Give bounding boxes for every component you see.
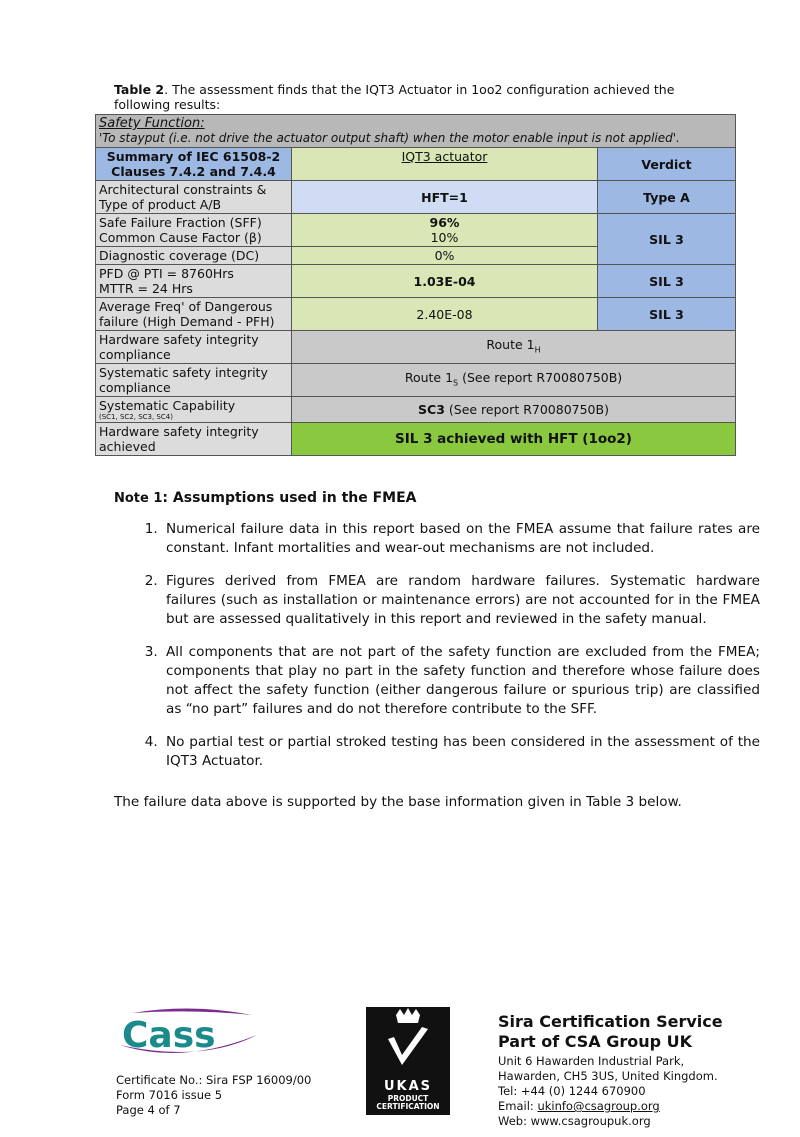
hw-sub: H — [534, 345, 541, 355]
row-value — [292, 331, 736, 364]
footer-certificate-info — [116, 1073, 311, 1118]
cap-small: (SC1, SC2, SC3, SC4) — [99, 413, 173, 421]
row-label: Hardware safety integrity compliance — [96, 331, 292, 364]
header-product: IQT3 actuator — [292, 148, 598, 181]
row-verdict: SIL 3 — [598, 265, 736, 298]
crown-tick-icon — [366, 1007, 450, 1077]
table-header-row — [96, 148, 736, 181]
sira-title: Sira Certification Service — [498, 1012, 723, 1031]
sff-value: 96% — [429, 215, 460, 230]
table-row — [96, 397, 736, 423]
row-label — [96, 397, 292, 423]
table-row — [96, 423, 736, 456]
ukas-text: UKAS — [383, 1079, 433, 1094]
ukas-sub: PRODUCT CERTIFICATION — [376, 1094, 440, 1111]
row-value — [292, 364, 736, 397]
hw-value: Route 1 — [486, 336, 535, 352]
row-value: 2.40E-08 — [292, 298, 598, 331]
email-line — [498, 1099, 758, 1114]
row-value: 1.03E-04 — [292, 265, 598, 298]
safety-function-cell — [96, 115, 736, 148]
ccf-label: Common Cause Factor (β) — [99, 230, 262, 245]
caption-text: . The assessment finds that the IQT3 Actuator in 1oo2 configuration achieved the following results: — [114, 82, 675, 112]
row-label — [96, 214, 292, 247]
caption-label: Table 2 — [114, 82, 165, 97]
note-prefix: Note 1 — [114, 491, 163, 506]
table-row — [96, 181, 736, 214]
table-row — [96, 265, 736, 298]
sira-address — [498, 1054, 758, 1129]
sys-value: Route 1 — [404, 369, 454, 385]
row-label: Average Freq' of Dangerous failure (High Demand - PFH) — [96, 298, 292, 331]
row-label: Systematic safety integrity compliance — [96, 364, 292, 397]
sys-sub: S — [453, 378, 459, 388]
note-title: : Assumptions used in the FMEA — [162, 490, 417, 506]
safety-function-title: Safety Function: — [99, 116, 205, 131]
header-summary: Summary of IEC 61508-2 Clauses 7.4.2 and 7.4.4 — [96, 148, 292, 181]
ukas-mark — [366, 1007, 450, 1115]
safety-function-text: 'To stayput (i.e. not drive the actuator output shaft) when the motor enable input is not applied'. — [99, 131, 680, 145]
certificate-number: Certificate No.: Sira FSP 16009/00 — [116, 1073, 312, 1087]
table-row — [96, 214, 736, 247]
cass-logo — [112, 1005, 262, 1067]
mttr-label: MTTR = 24 Hrs — [99, 281, 193, 296]
row-verdict: Type A — [598, 181, 736, 214]
telephone: Tel: +44 (0) 1244 670900 — [498, 1084, 646, 1098]
row-value: HFT=1 — [292, 181, 598, 214]
address-line-2: Hawarden, CH5 3US, United Kingdom. — [498, 1069, 718, 1083]
web-line[interactable]: Web: www.csagroupuk.org — [498, 1114, 651, 1128]
row-label: Architectural constraints & Type of product A/B — [96, 181, 292, 214]
cap-label: Systematic Capability — [99, 398, 236, 413]
row-label: Hardware safety integrity achieved — [96, 423, 292, 456]
list-item: 2. Figures derived from FMEA are random hardware failures. Systematic hardware failures (such as installation or maintenance errors) are not accounted for in the FMEA but are assessed qualitatively in this report and reviewed in the safety manual. — [162, 572, 760, 629]
note-heading — [114, 490, 417, 506]
page-number: Page 4 of 7 — [116, 1103, 181, 1117]
row-value: 0% — [292, 247, 598, 265]
row-label — [96, 265, 292, 298]
pfd-label: PFD @ PTI = 8760Hrs — [99, 266, 234, 281]
list-item: 3. All components that are not part of the safety function are excluded from the FMEA; components that play no part in the safety function and therefore whose failure does not affect the safety function (either dangerous failure or spurious trip) are classified as “no part” failures and do not therefore contribute to the SFF. — [162, 643, 760, 719]
assumptions-list — [120, 520, 760, 785]
achieved-value: SIL 3 achieved with HFT (1oo2) — [292, 423, 736, 456]
tail-paragraph: The failure data above is supported by the base information given in Table 3 below. — [114, 794, 682, 810]
address-line-1: Unit 6 Hawarden Industrial Park, — [498, 1054, 685, 1068]
table-row — [96, 364, 736, 397]
cass-logo-text: Cass — [122, 1015, 216, 1056]
sira-subtitle: Part of CSA Group UK — [498, 1032, 693, 1051]
header-verdict: Verdict — [598, 148, 736, 181]
row-value — [292, 397, 736, 423]
email-label: Email: — [498, 1099, 538, 1113]
sys-ref: (See report R70080750B) — [458, 369, 623, 385]
email-link[interactable]: ukinfo@csagroup.org — [537, 1099, 660, 1113]
table-row — [96, 298, 736, 331]
row-value — [292, 214, 598, 247]
row-verdict: SIL 3 — [598, 298, 736, 331]
cap-ref: (See report R70080750B) — [444, 402, 609, 417]
sff-label: Safe Failure Fraction (SFF) — [99, 215, 262, 230]
form-number: Form 7016 issue 5 — [116, 1088, 223, 1102]
ccf-value: 10% — [430, 230, 459, 245]
row-label: Diagnostic coverage (DC) — [96, 247, 292, 265]
sira-contact — [498, 1012, 758, 1129]
cap-value: SC3 — [418, 402, 445, 417]
table-row — [96, 331, 736, 364]
table-caption — [114, 82, 714, 112]
safety-function-row — [96, 115, 736, 148]
assessment-table — [95, 114, 736, 456]
row-verdict: SIL 3 — [598, 214, 736, 265]
list-item: 1. Numerical failure data in this report based on the FMEA assume that failure rates are constant. Infant mortalities and wear-out mechanisms are not included. — [162, 520, 760, 558]
list-item: 4. No partial test or partial stroked testing has been considered in the assessment of the IQT3 Actuator. — [162, 733, 760, 771]
